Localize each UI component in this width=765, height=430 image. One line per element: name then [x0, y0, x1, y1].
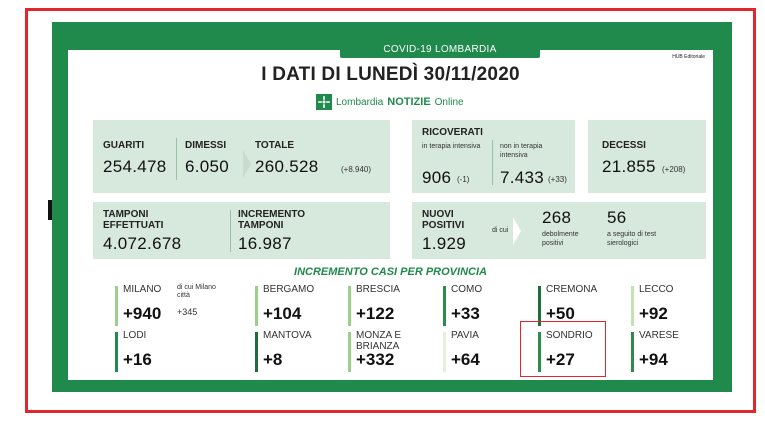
province-color-bar	[631, 286, 634, 326]
province-color-bar	[443, 332, 446, 372]
province-bergamo	[255, 284, 345, 329]
province-value: +104	[263, 304, 302, 323]
tamponi-label: TAMPONI EFFETTUATI	[103, 209, 164, 231]
province-value: +8	[263, 350, 283, 369]
province-color-bar	[348, 332, 351, 372]
incremento-value: 16.987	[238, 234, 292, 253]
guariti-value: 254.478	[103, 157, 167, 176]
province-name: LECCO	[639, 284, 674, 295]
arrow-icon	[513, 217, 521, 245]
province-value: +16	[123, 350, 152, 369]
divider	[492, 140, 493, 185]
province-mantova	[255, 330, 345, 375]
province-value: +122	[356, 304, 395, 323]
intensiva-label: in terapia intensiva	[422, 143, 481, 150]
province-value: +50	[546, 304, 575, 323]
province-name: VARESE	[639, 330, 679, 341]
guariti-label: GUARITI	[103, 140, 145, 151]
province-lodi	[115, 330, 205, 375]
debolmente-value: 268	[542, 208, 572, 227]
province-note-value: +345	[177, 307, 198, 317]
tagline: COVID-19 LOMBARDIA	[340, 42, 540, 58]
province-value: +33	[451, 304, 480, 323]
province-title: INCREMENTO CASI PER PROVINCIA	[294, 266, 487, 278]
non-intensiva-value: 7.433	[500, 168, 545, 187]
province-color-bar	[115, 286, 118, 326]
tests-box	[93, 202, 390, 259]
province-note: di cui Milano città	[177, 284, 216, 299]
intensiva-delta: (-1)	[457, 175, 470, 184]
divider	[176, 138, 177, 180]
non-intensiva-delta: (+33)	[548, 175, 567, 184]
recoveries-box	[93, 120, 390, 193]
province-milano	[115, 284, 216, 329]
province-color-bar	[443, 286, 446, 326]
province-color-bar	[631, 332, 634, 372]
logo-suffix: Online	[434, 96, 464, 108]
province-name: PAVIA	[451, 330, 479, 341]
decessi-delta: (+208)	[662, 165, 686, 174]
tamponi-value: 4.072.678	[103, 234, 182, 253]
divider	[230, 210, 231, 252]
ricoverati-label: RICOVERATI	[422, 127, 483, 138]
sierologici-label: a seguito di test sierologici	[607, 231, 657, 247]
province-value: +27	[546, 350, 575, 369]
province-name: LODI	[123, 330, 147, 341]
deaths-box	[588, 120, 706, 193]
province-color-bar	[348, 286, 351, 326]
province-brescia	[348, 284, 438, 329]
province-name: SONDRIO	[546, 330, 593, 341]
totale-delta: (+8.940)	[341, 165, 372, 174]
province-name: MANTOVA	[263, 330, 312, 341]
dimessi-value: 6.050	[185, 157, 230, 176]
province-name: MILANO	[123, 284, 162, 295]
non-intensiva-label: non in terapia intensiva	[500, 143, 543, 159]
province-name: BERGAMO	[263, 284, 315, 295]
di-cui-label: di cui	[492, 227, 509, 234]
incremento-label: INCREMENTO TAMPONI	[238, 209, 306, 231]
province-lecco	[631, 284, 721, 329]
lombardia-logo-icon	[316, 94, 332, 110]
nuovi-positivi-label: NUOVI POSITIVI	[422, 209, 465, 231]
decessi-value: 21.855	[602, 157, 656, 176]
infographic-card	[68, 44, 713, 380]
decessi-label: DECESSI	[602, 140, 646, 151]
debolmente-label: debolmente positivi	[542, 231, 579, 247]
province-name: MONZA E BRIANZA	[356, 330, 402, 352]
province-color-bar	[538, 286, 541, 326]
nuovi-positivi-value: 1.929	[422, 234, 467, 253]
edge-mark	[48, 200, 52, 220]
province-color-bar	[255, 286, 258, 326]
new-positives-box	[412, 202, 706, 259]
province-value: +94	[639, 350, 668, 369]
sierologici-value: 56	[607, 208, 627, 227]
province-value: +332	[356, 350, 395, 369]
arrow-icon	[243, 150, 251, 178]
province-varese	[631, 330, 721, 375]
totale-label: TOTALE	[255, 140, 295, 151]
page-title: I DATI DI LUNEDÌ 30/11/2020	[261, 64, 520, 85]
dimessi-label: DIMESSI	[185, 140, 227, 151]
logo-prefix: Lombardia	[336, 96, 384, 108]
hub-label: HUB Editoriale	[672, 54, 705, 60]
totale-value: 260.528	[255, 157, 319, 176]
province-value: +92	[639, 304, 668, 323]
province-value: +64	[451, 350, 480, 369]
logo	[316, 93, 464, 111]
province-name: COMO	[451, 284, 483, 295]
province-name: CREMONA	[546, 284, 598, 295]
province-value: +940	[123, 304, 162, 323]
hospitalized-box	[412, 120, 575, 193]
province-color-bar	[255, 332, 258, 372]
highlight-box	[520, 321, 606, 377]
province-color-bar	[115, 332, 118, 372]
intensiva-value: 906	[422, 168, 452, 187]
province-monza-e-brianza	[348, 330, 438, 375]
logo-brand: NOTIZIE	[387, 96, 431, 108]
province-name: BRESCIA	[356, 284, 400, 295]
